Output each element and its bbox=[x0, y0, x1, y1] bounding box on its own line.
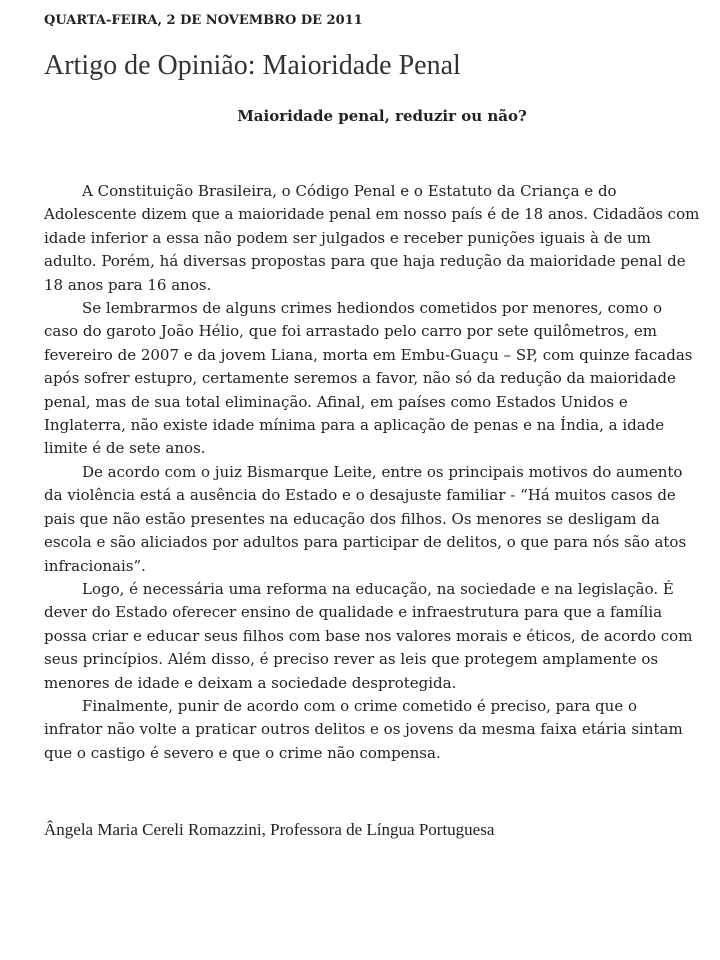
article-title[interactable]: Artigo de Opinião: Maioridade Penal bbox=[44, 50, 461, 81]
paragraph: Logo, é necessária uma reforma na educação, na sociedade e na legislação. É dever do Estado oferecer ensino de qualidade e infraestrutura para que a família possa criar e educar seus filhos com base nos valores morais e éticos, de acordo com seus princípios. Além disso, é preciso rever as leis que protegem amplamente os menores de idade e deixam a sociedade desprotegida. bbox=[44, 579, 693, 692]
author-signature: Ângela Maria Cereli Romazzini, Professora de Língua Portuguesa bbox=[44, 820, 495, 839]
paragraph: De acordo com o juiz Bismarque Leite, entre os principais motivos do aumento da violência está a ausência do Estado e o desajuste familiar - “Há muitos casos de pais que não estão presentes na educação dos filhos. Os menores se desligam da escola e são aliciados por adultos para participar de delitos, o que para nós são atos infracionais”. bbox=[44, 462, 687, 575]
article-body bbox=[44, 180, 700, 765]
paragraph: A Constituição Brasileira, o Código Penal e o Estatuto da Criança e do Adolescente dizem que a maioridade penal em nosso país é de 18 anos. Cidadãos com idade inferior a essa não podem ser julgados e receber punições iguais à de um adulto. Porém, há diversas propostas para que haja redução da maioridade penal de 18 anos para 16 anos. bbox=[44, 182, 700, 294]
post-date: QUARTA-FEIRA, 2 DE NOVEMBRO DE 2011 bbox=[44, 13, 363, 28]
paragraph: Finalmente, punir de acordo com o crime cometido é preciso, para que o infrator não volte a praticar outros delitos e os jovens da mesma faixa etária sintam que o castigo é severo e que o crime não compensa. bbox=[44, 696, 683, 762]
article-subtitle: Maioridade penal, reduzir ou não? bbox=[237, 107, 527, 125]
paragraph: Se lembrarmos de alguns crimes hediondos cometidos por menores, como o caso do garoto João Hélio, que foi arrastado pelo carro por sete quilômetros, em fevereiro de 2007 e da jovem Liana, morta em Embu-Guaçu – SP, com quinze facadas após sofrer estupro, certamente seremos a favor, não só da redução da maioridade penal, mas de sua total eliminação. Afinal, em países como Estados Unidos e Inglaterra, não existe idade mínima para a aplicação de penas e na Índia, a idade limite é de sete anos. bbox=[44, 299, 693, 458]
